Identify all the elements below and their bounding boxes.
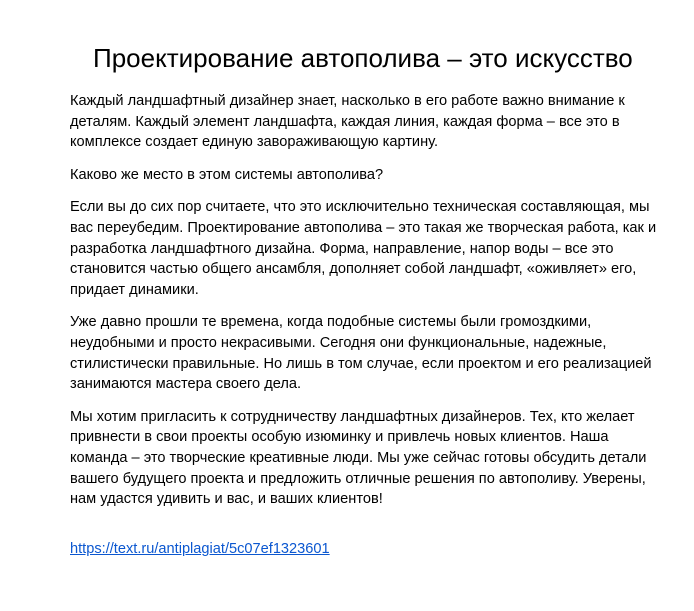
paragraph-intro: Каждый ландшафтный дизайнер знает, насколько в его работе важно внимание к деталям. Каждый элемент ландшафта, каждая линия, каждая форма – все это в комплексе создает единую завораживающую картину. [70,93,625,151]
document-title: Проектирование автополива – это искусство [93,43,633,73]
paragraph-creative-work: Если вы до сих пор считаете, что это исключительно техническая составляющая, мы вас переубедим. Проектирование автополива – это такая же творческая работа, как и разработка ландшафтного дизайна. Форма, направление, напор воды – все это становится частью общего ансамбля, дополняет собой ландшафт, «оживляет» его, придает динамики. [70,199,657,298]
source-link-line [70,539,330,559]
paragraph-modern-systems: Уже давно прошли те времена, когда подобные системы были громоздкими, неудобными и просто некрасивыми. Сегодня они функциональные, надежные, стилистически правильные. Но лишь в том случае, если проектом и его реализацией занимаются мастера своего дела. [70,314,652,393]
paragraph-question: Каково же место в этом системы автополива? [70,166,384,183]
document-body [70,91,670,522]
paragraph-invitation: Мы хотим пригласить к сотрудничеству ландшафтных дизайнеров. Тех, кто желает привнести в свои проекты особую изюминку и привлечь новых клиентов. Наша команда – это творческие креативные люди. Мы уже сейчас готовы обсудить детали вашего будущего проекта и предложить отличные решения по автополиву. Уверены, нам удастся удивить и вас, и ваших клиентов! [70,408,647,508]
antiplagiat-link[interactable]: https://text.ru/antiplagiat/5c07ef1323601 [70,541,330,557]
